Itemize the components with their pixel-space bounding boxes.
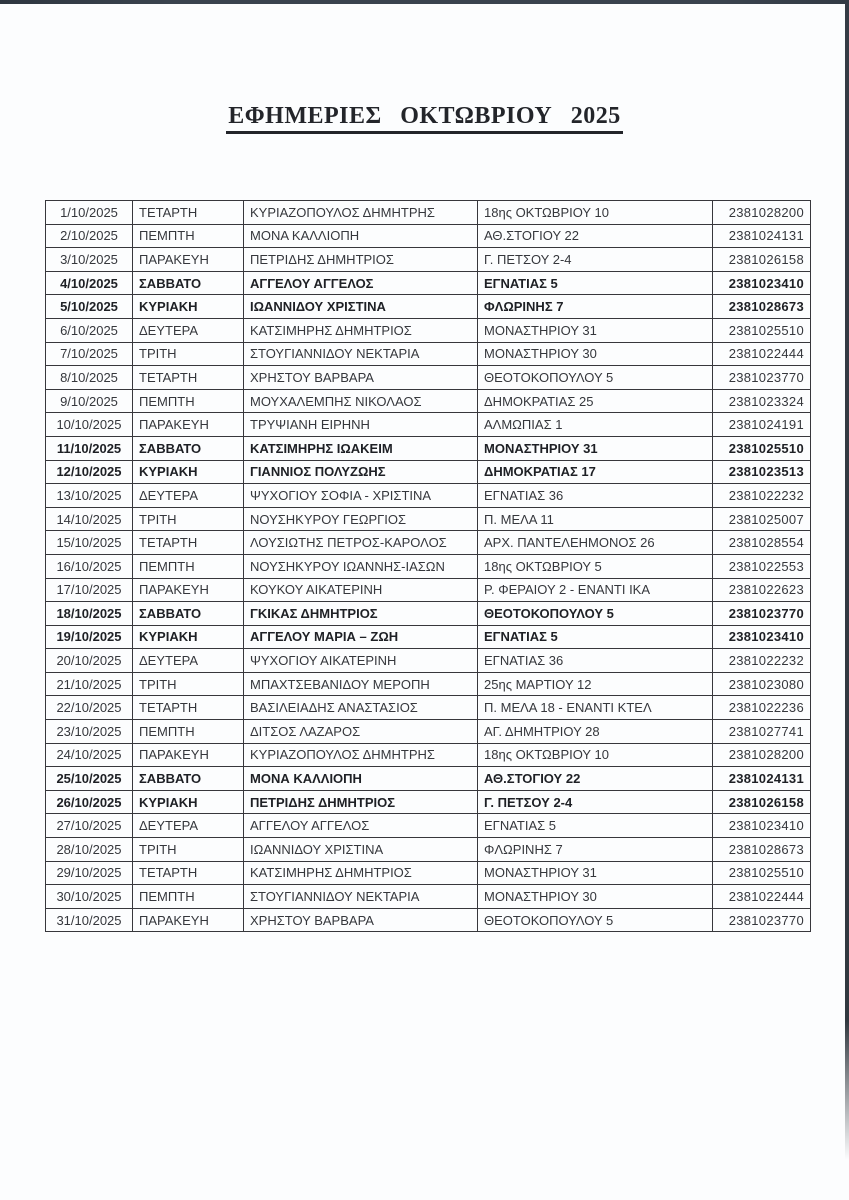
cell-phone: 2381023770: [713, 366, 811, 390]
cell-weekday: ΤΡΙΤΗ: [133, 342, 244, 366]
cell-date: 24/10/2025: [46, 743, 133, 767]
table-row: [46, 460, 811, 484]
cell-date: 1/10/2025: [46, 201, 133, 225]
cell-date: 20/10/2025: [46, 649, 133, 673]
cell-address: ΔΗΜΟΚΡΑΤΙΑΣ 17: [478, 460, 713, 484]
cell-address: ΘΕΟΤΟΚΟΠΟΥΛΟΥ 5: [478, 602, 713, 626]
cell-pharmacist-name: ΠΕΤΡΙΔΗΣ ΔΗΜΗΤΡΙΟΣ: [244, 790, 478, 814]
cell-address: ΑΡΧ. ΠΑΝΤΕΛΕΗΜΟΝΟΣ 26: [478, 531, 713, 555]
cell-date: 31/10/2025: [46, 908, 133, 932]
cell-address: Γ. ΠΕΤΣΟΥ 2-4: [478, 790, 713, 814]
page-title: [0, 103, 849, 130]
cell-weekday: ΔΕΥΤΕΡΑ: [133, 814, 244, 838]
cell-pharmacist-name: ΙΩΑΝΝΙΔΟΥ ΧΡΙΣΤΙΝΑ: [244, 838, 478, 862]
cell-address: ΕΓΝΑΤΙΑΣ 5: [478, 814, 713, 838]
cell-date: 16/10/2025: [46, 554, 133, 578]
cell-weekday: ΔΕΥΤΕΡΑ: [133, 484, 244, 508]
cell-pharmacist-name: ΑΓΓΕΛΟΥ ΑΓΓΕΛΟΣ: [244, 271, 478, 295]
cell-address: ΦΛΩΡΙΝΗΣ 7: [478, 838, 713, 862]
cell-pharmacist-name: ΚΥΡΙΑΖΟΠΟΥΛΟΣ ΔΗΜΗΤΡΗΣ: [244, 743, 478, 767]
cell-pharmacist-name: ΚΑΤΣΙΜΗΡΗΣ ΔΗΜΗΤΡΙΟΣ: [244, 861, 478, 885]
cell-weekday: ΣΑΒΒΑΤΟ: [133, 436, 244, 460]
table-row: [46, 318, 811, 342]
cell-phone: 2381024131: [713, 767, 811, 791]
cell-address: 18ης ΟΚΤΩΒΡΙΟΥ 10: [478, 201, 713, 225]
cell-pharmacist-name: ΓΚΙΚΑΣ ΔΗΜΗΤΡΙΟΣ: [244, 602, 478, 626]
table-row: [46, 342, 811, 366]
cell-date: 7/10/2025: [46, 342, 133, 366]
cell-date: 19/10/2025: [46, 625, 133, 649]
cell-weekday: ΠΕΜΠΤΗ: [133, 554, 244, 578]
cell-pharmacist-name: ΛΟΥΣΙΩΤΗΣ ΠΕΤΡΟΣ-ΚΑΡΟΛΟΣ: [244, 531, 478, 555]
table-row: [46, 672, 811, 696]
table-row: [46, 790, 811, 814]
cell-date: 22/10/2025: [46, 696, 133, 720]
cell-phone: 2381023324: [713, 389, 811, 413]
cell-weekday: ΠΕΜΠΤΗ: [133, 885, 244, 909]
cell-address: ΜΟΝΑΣΤΗΡΙΟΥ 30: [478, 342, 713, 366]
cell-pharmacist-name: ΨΥΧΟΓΙΟΥ ΑΙΚΑΤΕΡΙΝΗ: [244, 649, 478, 673]
cell-date: 13/10/2025: [46, 484, 133, 508]
cell-phone: 2381022236: [713, 696, 811, 720]
cell-pharmacist-name: ΑΓΓΕΛΟΥ ΜΑΡΙΑ – ΖΩΗ: [244, 625, 478, 649]
cell-pharmacist-name: ΓΙΑΝΝΙΟΣ ΠΟΛΥΖΩΗΣ: [244, 460, 478, 484]
cell-weekday: ΤΕΤΑΡΤΗ: [133, 531, 244, 555]
table-row: [46, 720, 811, 744]
cell-weekday: ΔΕΥΤΕΡΑ: [133, 318, 244, 342]
cell-phone: 2381022444: [713, 885, 811, 909]
cell-address: ΜΟΝΑΣΤΗΡΙΟΥ 31: [478, 318, 713, 342]
cell-address: ΦΛΩΡΙΝΗΣ 7: [478, 295, 713, 319]
table-row: [46, 838, 811, 862]
cell-address: Π. ΜΕΛΑ 18 - ΕΝΑΝΤΙ ΚΤΕΛ: [478, 696, 713, 720]
cell-weekday: ΠΑΡΑΚΕΥΗ: [133, 743, 244, 767]
cell-pharmacist-name: ΣΤΟΥΓΙΑΝΝΙΔΟΥ ΝΕΚΤΑΡΙΑ: [244, 885, 478, 909]
cell-weekday: ΣΑΒΒΑΤΟ: [133, 271, 244, 295]
cell-pharmacist-name: ΚΟΥΚΟΥ ΑΙΚΑΤΕΡΙΝΗ: [244, 578, 478, 602]
cell-weekday: ΤΡΙΤΗ: [133, 672, 244, 696]
page-title-text: ΕΦΗΜΕΡΙΕΣ ΟΚΤΩΒΡΙΟΥ 2025: [226, 103, 622, 134]
cell-address: ΘΕΟΤΟΚΟΠΟΥΛΟΥ 5: [478, 908, 713, 932]
cell-date: 6/10/2025: [46, 318, 133, 342]
cell-date: 29/10/2025: [46, 861, 133, 885]
cell-address: ΑΘ.ΣΤΟΓΙΟΥ 22: [478, 224, 713, 248]
cell-weekday: ΤΡΙΤΗ: [133, 838, 244, 862]
cell-phone: 2381022232: [713, 649, 811, 673]
cell-weekday: ΤΡΙΤΗ: [133, 507, 244, 531]
scan-edge-right: [845, 0, 849, 1160]
cell-address: ΘΕΟΤΟΚΟΠΟΥΛΟΥ 5: [478, 366, 713, 390]
cell-pharmacist-name: ΝΟΥΣΗΚΥΡΟΥ ΓΕΩΡΓΙΟΣ: [244, 507, 478, 531]
table-row: [46, 271, 811, 295]
cell-date: 23/10/2025: [46, 720, 133, 744]
cell-weekday: ΣΑΒΒΑΤΟ: [133, 602, 244, 626]
cell-phone: 2381022623: [713, 578, 811, 602]
table-row: [46, 649, 811, 673]
cell-weekday: ΤΕΤΑΡΤΗ: [133, 696, 244, 720]
cell-phone: 2381023410: [713, 271, 811, 295]
cell-phone: 2381024131: [713, 224, 811, 248]
cell-date: 11/10/2025: [46, 436, 133, 460]
table-row: [46, 389, 811, 413]
cell-pharmacist-name: ΚΥΡΙΑΖΟΠΟΥΛΟΣ ΔΗΜΗΤΡΗΣ: [244, 201, 478, 225]
cell-address: ΜΟΝΑΣΤΗΡΙΟΥ 31: [478, 861, 713, 885]
cell-address: ΔΗΜΟΚΡΑΤΙΑΣ 25: [478, 389, 713, 413]
cell-weekday: ΤΕΤΑΡΤΗ: [133, 861, 244, 885]
cell-date: 18/10/2025: [46, 602, 133, 626]
cell-weekday: ΠΑΡΑΚΕΥΗ: [133, 248, 244, 272]
cell-phone: 2381028200: [713, 201, 811, 225]
cell-date: 12/10/2025: [46, 460, 133, 484]
cell-pharmacist-name: ΣΤΟΥΓΙΑΝΝΙΔΟΥ ΝΕΚΤΑΡΙΑ: [244, 342, 478, 366]
cell-pharmacist-name: ΧΡΗΣΤΟΥ ΒΑΡΒΑΡΑ: [244, 908, 478, 932]
cell-weekday: ΤΕΤΑΡΤΗ: [133, 366, 244, 390]
cell-address: 18ης ΟΚΤΩΒΡΙΟΥ 10: [478, 743, 713, 767]
cell-phone: 2381028673: [713, 295, 811, 319]
cell-date: 21/10/2025: [46, 672, 133, 696]
cell-address: Γ. ΠΕΤΣΟΥ 2-4: [478, 248, 713, 272]
cell-phone: 2381026158: [713, 248, 811, 272]
cell-weekday: ΣΑΒΒΑΤΟ: [133, 767, 244, 791]
cell-address: ΕΓΝΑΤΙΑΣ 36: [478, 649, 713, 673]
cell-address: ΜΟΝΑΣΤΗΡΙΟΥ 30: [478, 885, 713, 909]
cell-address: ΕΓΝΑΤΙΑΣ 36: [478, 484, 713, 508]
cell-pharmacist-name: ΚΑΤΣΙΜΗΡΗΣ ΔΗΜΗΤΡΙΟΣ: [244, 318, 478, 342]
scan-edge-top: [0, 0, 849, 4]
cell-date: 15/10/2025: [46, 531, 133, 555]
cell-weekday: ΚΥΡΙΑΚΗ: [133, 295, 244, 319]
cell-address: 25ης ΜΑΡΤΙΟΥ 12: [478, 672, 713, 696]
cell-weekday: ΠΕΜΠΤΗ: [133, 389, 244, 413]
cell-phone: 2381023410: [713, 814, 811, 838]
cell-pharmacist-name: ΔΙΤΣΟΣ ΛΑΖΑΡΟΣ: [244, 720, 478, 744]
cell-date: 25/10/2025: [46, 767, 133, 791]
cell-phone: 2381024191: [713, 413, 811, 437]
cell-pharmacist-name: ΜΟΝΑ ΚΑΛΛΙΟΠΗ: [244, 224, 478, 248]
cell-date: 8/10/2025: [46, 366, 133, 390]
cell-pharmacist-name: ΤΡΥΨΙΑΝΗ ΕΙΡΗΝΗ: [244, 413, 478, 437]
table-row: [46, 531, 811, 555]
cell-date: 3/10/2025: [46, 248, 133, 272]
cell-weekday: ΚΥΡΙΑΚΗ: [133, 460, 244, 484]
cell-pharmacist-name: ΨΥΧΟΓΙΟΥ ΣΟΦΙΑ - ΧΡΙΣΤΙΝΑ: [244, 484, 478, 508]
table-row: [46, 885, 811, 909]
cell-date: 26/10/2025: [46, 790, 133, 814]
table-row: [46, 743, 811, 767]
cell-pharmacist-name: ΠΕΤΡΙΔΗΣ ΔΗΜΗΤΡΙΟΣ: [244, 248, 478, 272]
cell-pharmacist-name: ΚΑΤΣΙΜΗΡΗΣ ΙΩΑΚΕΙΜ: [244, 436, 478, 460]
cell-phone: 2381025510: [713, 318, 811, 342]
cell-weekday: ΚΥΡΙΑΚΗ: [133, 790, 244, 814]
cell-weekday: ΠΕΜΠΤΗ: [133, 224, 244, 248]
cell-pharmacist-name: ΑΓΓΕΛΟΥ ΑΓΓΕΛΟΣ: [244, 814, 478, 838]
cell-date: 17/10/2025: [46, 578, 133, 602]
table-row: [46, 484, 811, 508]
cell-date: 27/10/2025: [46, 814, 133, 838]
table-row: [46, 366, 811, 390]
cell-date: 14/10/2025: [46, 507, 133, 531]
cell-pharmacist-name: ΒΑΣΙΛΕΙΑΔΗΣ ΑΝΑΣΤΑΣΙΟΣ: [244, 696, 478, 720]
cell-phone: 2381026158: [713, 790, 811, 814]
cell-pharmacist-name: ΜΟΥΧΑΛΕΜΠΗΣ ΝΙΚΟΛΑΟΣ: [244, 389, 478, 413]
cell-phone: 2381023770: [713, 602, 811, 626]
cell-address: 18ης ΟΚΤΩΒΡΙΟΥ 5: [478, 554, 713, 578]
table-row: [46, 436, 811, 460]
cell-address: ΑΛΜΩΠΙΑΣ 1: [478, 413, 713, 437]
cell-phone: 2381028554: [713, 531, 811, 555]
cell-weekday: ΠΑΡΑΚΕΥΗ: [133, 413, 244, 437]
cell-address: ΑΘ.ΣΤΟΓΙΟΥ 22: [478, 767, 713, 791]
table-row: [46, 248, 811, 272]
table-row: [46, 201, 811, 225]
roster-table-body: [46, 201, 811, 932]
cell-date: 9/10/2025: [46, 389, 133, 413]
cell-phone: 2381027741: [713, 720, 811, 744]
table-row: [46, 908, 811, 932]
cell-pharmacist-name: ΜΟΝΑ ΚΑΛΛΙΟΠΗ: [244, 767, 478, 791]
cell-address: ΜΟΝΑΣΤΗΡΙΟΥ 31: [478, 436, 713, 460]
table-row: [46, 814, 811, 838]
cell-weekday: ΔΕΥΤΕΡΑ: [133, 649, 244, 673]
cell-date: 4/10/2025: [46, 271, 133, 295]
cell-date: 30/10/2025: [46, 885, 133, 909]
duty-roster-table: [45, 200, 811, 932]
cell-date: 5/10/2025: [46, 295, 133, 319]
table-row: [46, 861, 811, 885]
cell-pharmacist-name: ΙΩΑΝΝΙΔΟΥ ΧΡΙΣΤΙΝΑ: [244, 295, 478, 319]
cell-pharmacist-name: ΜΠΑΧΤΣΕΒΑΝΙΔΟΥ ΜΕΡΟΠΗ: [244, 672, 478, 696]
cell-phone: 2381023080: [713, 672, 811, 696]
table-row: [46, 767, 811, 791]
cell-phone: 2381025510: [713, 861, 811, 885]
table-row: [46, 224, 811, 248]
cell-phone: 2381022444: [713, 342, 811, 366]
cell-pharmacist-name: ΧΡΗΣΤΟΥ ΒΑΡΒΑΡΑ: [244, 366, 478, 390]
cell-phone: 2381022553: [713, 554, 811, 578]
cell-address: ΕΓΝΑΤΙΑΣ 5: [478, 625, 713, 649]
cell-phone: 2381023410: [713, 625, 811, 649]
cell-address: ΕΓΝΑΤΙΑΣ 5: [478, 271, 713, 295]
cell-phone: 2381022232: [713, 484, 811, 508]
table-row: [46, 413, 811, 437]
cell-phone: 2381028200: [713, 743, 811, 767]
cell-phone: 2381028673: [713, 838, 811, 862]
cell-weekday: ΤΕΤΑΡΤΗ: [133, 201, 244, 225]
cell-address: Ρ. ΦΕΡΑΙΟΥ 2 - ΕΝΑΝΤΙ ΙΚΑ: [478, 578, 713, 602]
cell-phone: 2381025510: [713, 436, 811, 460]
table-row: [46, 625, 811, 649]
cell-address: Π. ΜΕΛΑ 11: [478, 507, 713, 531]
cell-weekday: ΠΕΜΠΤΗ: [133, 720, 244, 744]
cell-weekday: ΚΥΡΙΑΚΗ: [133, 625, 244, 649]
table-row: [46, 554, 811, 578]
cell-phone: 2381023770: [713, 908, 811, 932]
cell-phone: 2381023513: [713, 460, 811, 484]
table-row: [46, 578, 811, 602]
table-row: [46, 602, 811, 626]
cell-date: 2/10/2025: [46, 224, 133, 248]
cell-weekday: ΠΑΡΑΚΕΥΗ: [133, 578, 244, 602]
cell-date: 28/10/2025: [46, 838, 133, 862]
cell-phone: 2381025007: [713, 507, 811, 531]
table-row: [46, 295, 811, 319]
cell-weekday: ΠΑΡΑΚΕΥΗ: [133, 908, 244, 932]
cell-address: ΑΓ. ΔΗΜΗΤΡΙΟΥ 28: [478, 720, 713, 744]
cell-pharmacist-name: ΝΟΥΣΗΚΥΡΟΥ ΙΩΑΝΝΗΣ-ΙΑΣΩΝ: [244, 554, 478, 578]
cell-date: 10/10/2025: [46, 413, 133, 437]
table-row: [46, 696, 811, 720]
table-row: [46, 507, 811, 531]
